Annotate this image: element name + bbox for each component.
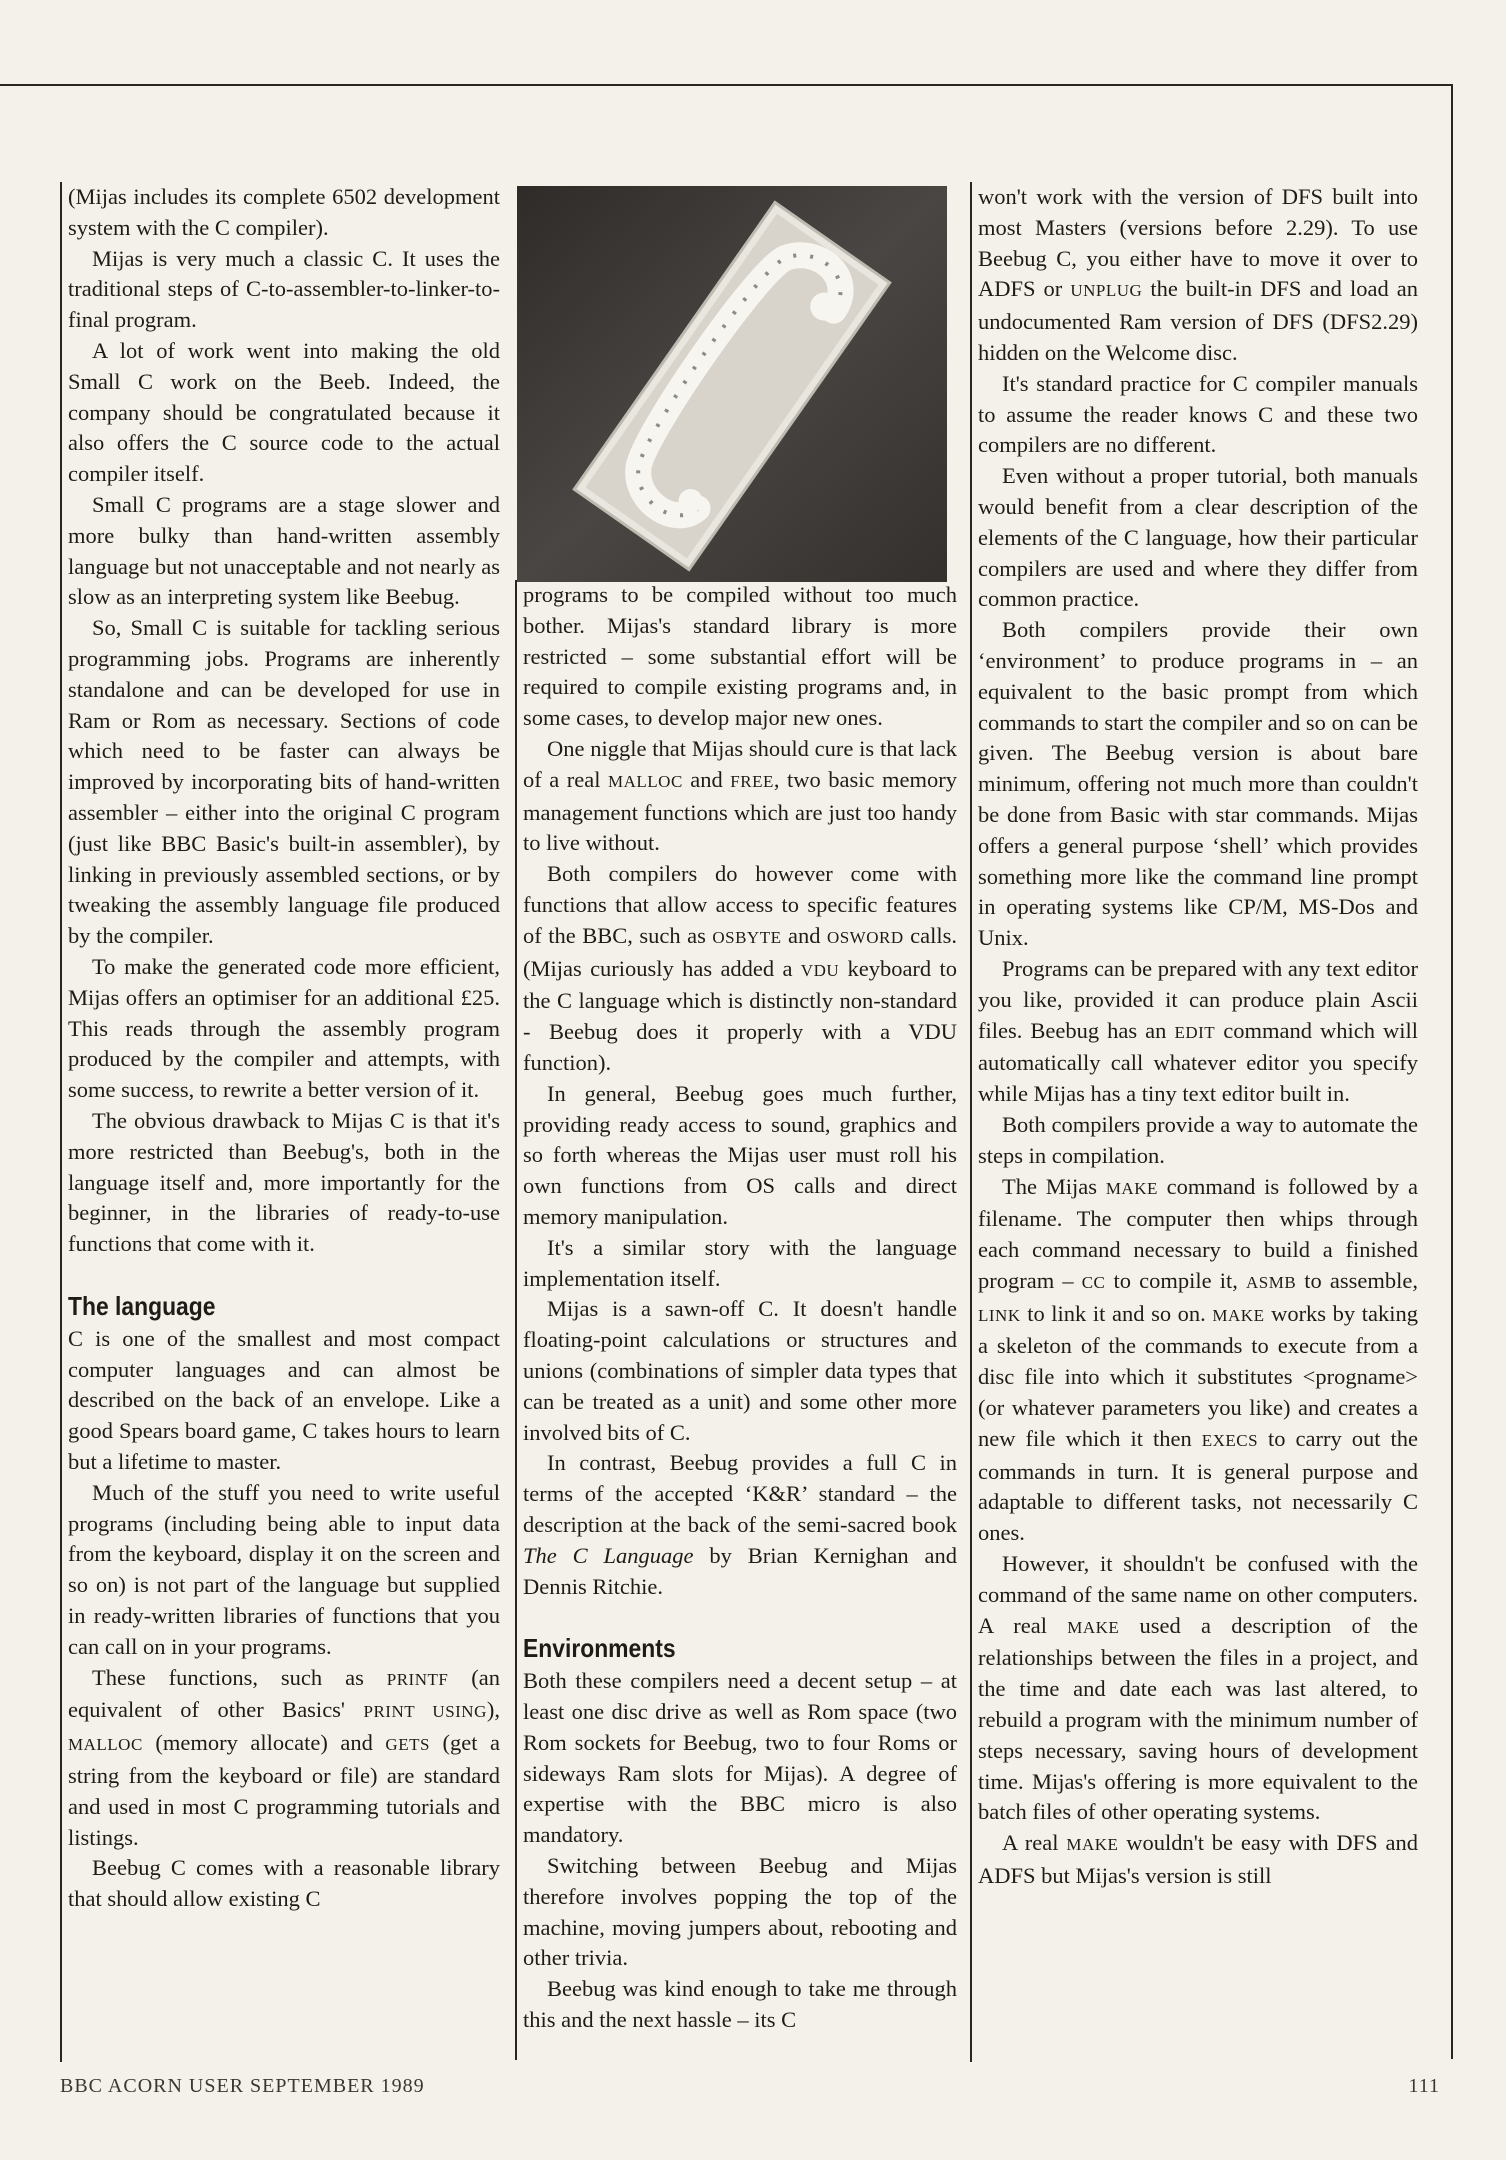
page-number: 111 [1408, 2075, 1440, 2097]
paragraph: To make the generated code more efficient, Mijas offers an optimiser for an additional £25. This reads through the assembly program produced by the compiler and attempts, with some success, to rewrite a better version of it. [68, 953, 500, 1103]
paragraph: Beebug was kind enough to take me through this and the next hassle – its C [523, 1976, 957, 2033]
paragraph: won't work with the version of DFS built into most Masters (versions before 2.29). To use Beebug C, you either have to move it over to ADFS or UNPLUG the built-in DFS and load an undocumented Ram version of DFS (DFS2.29) hidden on the Welcome disc. [978, 184, 1418, 365]
article-column-2 [515, 580, 957, 2060]
paragraph: programs to be compiled without too much bother. Mijas's standard library is more restricted – some substantial effort will be required to compile existing programs and, in some cases, to develop major new ones. [523, 582, 957, 731]
article-column-1 [60, 182, 500, 2062]
paragraph: Mijas is a sawn-off C. It doesn't handle floating-point calculations or structures and unions (combinations of simpler data types that can be treated as a unit) and some other more involved bits of C. [523, 1296, 957, 1445]
section-heading-language: The language [68, 1290, 216, 1321]
paragraph: A real MAKE wouldn't be easy with DFS and ADFS but Mijas's version is still [978, 1830, 1418, 1889]
article-column-3 [970, 182, 1418, 2062]
page-footer [60, 2075, 1440, 2105]
paragraph: So, Small C is suitable for tackling serious programming jobs. Programs are inherently standalone and can be developed for use in Ram or Rom as necessary. Sections of code which need to be faster can always be improved by incorporating bits of hand-written assembler – either into the original C program (just like BBC Basic's built-in assembler), by linking in previously assembled sections, or by tweaking the assembly language file produced by the compiler. [68, 615, 500, 949]
paragraph: Small C programs are a stage slower and more bulky than hand-written assembly language but not unacceptable and not nearly as slow as an interpreting system like Beebug. [68, 491, 500, 610]
top-rule [0, 84, 1452, 86]
paragraph: However, it shouldn't be confused with the command of the same name on other computers. A real MAKE used a description of the relationships between the files in a project, and the time and date each was last altered, to rebuild a program with the minimum number of steps necessary, saving hours of development time. Mijas's offering is more equivalent to the batch files of other operating systems. [978, 1551, 1418, 1825]
paragraph: Even without a proper tutorial, both manuals would benefit from a clear description of the elements of the C language, how their particular compilers are used and where they differ from common practice. [978, 463, 1418, 612]
paragraph: The obvious drawback to Mijas C is that it's more restricted than Beebug's, both in the language itself and, more importantly for the beginner, in the libraries of ready-to-use functions that come with it. [68, 1107, 500, 1257]
paragraph: Much of the stuff you need to write useful programs (including being able to input data from the keyboard, display it on the screen and so on) is not part of the language but supplied in ready-written libraries of functions that you can call on in your programs. [68, 1479, 500, 1659]
paragraph: Programs can be prepared with any text editor you like, provided it can produce plain Ascii files. Beebug has an EDIT command which will automatically call whatever editor you specify while Mijas has a tiny text editor built in. [978, 955, 1418, 1107]
paragraph: Both compilers provide their own ‘environment’ to produce programs in – an equivalent to the basic prompt from which commands to start the compiler and so on can be given. The Beebug version is about bare minimum, offering not much more than couldn't be done from Basic with star commands. Mijas offers a general purpose ‘shell’ which provides something more like the command line prompt in operating systems like CP/M, MS-Dos and Unix. [978, 617, 1418, 951]
paragraph: These functions, such as PRINTF (an equivalent of other Basics' PRINT USING), MALLOC (memory allocate) and GETS (get a string from the keyboard or file) are standard and used in most C programming tutorials and listings. [68, 1664, 500, 1850]
paragraph: C is one of the smallest and most compact computer languages and can almost be described on the back of an envelope. Like a good Spears board game, C takes hours to learn but a lifetime to master. [68, 1325, 500, 1475]
right-rule [1451, 84, 1453, 2059]
article-photo [517, 186, 947, 582]
paragraph: Beebug C comes with a reasonable library that should allow existing C [68, 1855, 500, 1912]
paragraph: In contrast, Beebug provides a full C in terms of the accepted ‘K&R’ standard – the description at the back of the semi-sacred book The C Language by Brian Kernighan and Dennis Ritchie. [523, 1450, 957, 1599]
paragraph: Both compilers provide a way to automate the steps in compilation. [978, 1111, 1418, 1168]
paragraph: A lot of work went into making the old Small C work on the Beeb. Indeed, the company should be congratulated because it also offers the C source code to the actual compiler itself. [68, 337, 500, 487]
paragraph: Switching between Beebug and Mijas therefore involves popping the top of the machine, moving jumpers about, rebooting and other trivia. [523, 1853, 957, 1971]
paragraph: It's standard practice for C compiler manuals to assume the reader knows C and these two compilers are no different. [978, 370, 1418, 458]
magazine-issue: BBC ACORN USER SEPTEMBER 1989 [60, 2075, 425, 2097]
paragraph: The Mijas MAKE command is followed by a filename. The computer then whips through each command necessary to build a finished program – CC to compile it, ASMB to assemble, LINK to link it and so on. MAKE works by taking a skeleton of the commands to execute from a disc file into which it substitutes <progname> (or whatever parameters you like) and creates a new file which it then EXECS to carry out the commands in turn. It is general purpose and adaptable to different tasks, not necessarily C ones. [978, 1173, 1418, 1546]
paragraph: Both these compilers need a decent setup – at least one disc drive as well as Rom space (two Rom sockets for Beebug, two to four Roms or sideways Ram slots for Mijas). A degree of expertise with the BBC micro is also mandatory. [523, 1668, 957, 1848]
paragraph: One niggle that Mijas should cure is that lack of a real MALLOC and FREE, two basic memory management functions which are just too handy to live without. [523, 735, 957, 856]
paragraph: Both compilers do however come with functions that allow access to specific features of the BBC, such as OSBYTE and OSWORD calls. (Mijas curiously has added a VDU keyboard to the C language which is distinctly non-standard - Beebug does it properly with a VDU function). [523, 861, 957, 1075]
paragraph: In general, Beebug goes much further, providing ready access to sound, graphics and so forth whereas the Mijas user must roll his own functions from OS calls and direct memory manipulation. [523, 1080, 957, 1229]
section-heading-environments: Environments [523, 1633, 676, 1664]
letter-c-block-icon [517, 186, 947, 582]
paragraph: Mijas is very much a classic C. It uses the traditional steps of C-to-assembler-to-linker-to-final program. [68, 245, 500, 333]
paragraph: (Mijas includes its complete 6502 development system with the C compiler). [68, 184, 500, 240]
paragraph: It's a similar story with the language implementation itself. [523, 1234, 957, 1291]
